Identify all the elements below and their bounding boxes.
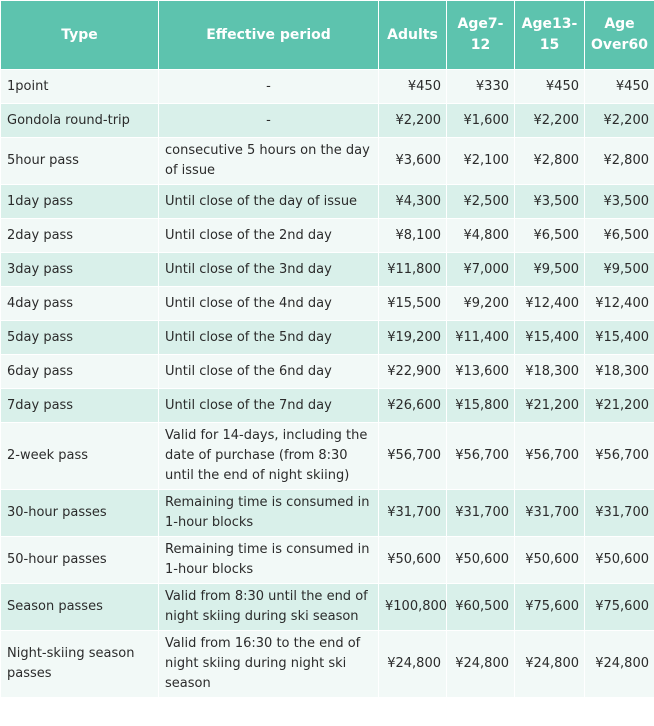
cell-age13-15: ¥2,800 [515, 138, 585, 185]
table-row [1, 138, 654, 185]
header-age7-12: Age7-12 [447, 1, 515, 70]
cell-period: Until close of the 2nd day [159, 219, 379, 253]
cell-adults: ¥56,700 [379, 423, 447, 490]
table-row [1, 584, 654, 631]
cell-age13-15: ¥9,500 [515, 253, 585, 287]
cell-age13-15: ¥450 [515, 70, 585, 104]
cell-age7-12: ¥1,600 [447, 104, 515, 138]
cell-period: Until close of the 6nd day [159, 355, 379, 389]
cell-type: 2-week pass [1, 423, 159, 490]
cell-period: Until close of the day of issue [159, 185, 379, 219]
header-row [1, 1, 654, 70]
cell-period: Valid from 16:30 to the end of night skiing during night ski season [159, 631, 379, 698]
cell-age13-15: ¥24,800 [515, 631, 585, 698]
cell-age13-15: ¥75,600 [515, 584, 585, 631]
cell-type: 7day pass [1, 389, 159, 423]
cell-type: Night-skiing season passes [1, 631, 159, 698]
cell-adults: ¥31,700 [379, 490, 447, 537]
table-row [1, 537, 654, 584]
cell-adults: ¥100,800 [379, 584, 447, 631]
cell-type: 5day pass [1, 321, 159, 355]
table-row [1, 355, 654, 389]
cell-period: Until close of the 3nd day [159, 253, 379, 287]
table-row [1, 389, 654, 423]
cell-age7-12: ¥60,500 [447, 584, 515, 631]
cell-type: 2day pass [1, 219, 159, 253]
table-row [1, 490, 654, 537]
cell-age13-15: ¥15,400 [515, 321, 585, 355]
cell-period: Valid for 14-days, including the date of purchase (from 8:30 until the end of night skiing) [159, 423, 379, 490]
cell-age-over60: ¥15,400 [585, 321, 654, 355]
table-row [1, 321, 654, 355]
cell-age7-12: ¥31,700 [447, 490, 515, 537]
cell-period: consecutive 5 hours on the day of issue [159, 138, 379, 185]
table-row [1, 253, 654, 287]
cell-age7-12: ¥4,800 [447, 219, 515, 253]
cell-age-over60: ¥9,500 [585, 253, 654, 287]
cell-age7-12: ¥330 [447, 70, 515, 104]
cell-type: 1point [1, 70, 159, 104]
cell-type: Gondola round-trip [1, 104, 159, 138]
cell-age7-12: ¥50,600 [447, 537, 515, 584]
cell-age13-15: ¥6,500 [515, 219, 585, 253]
cell-age-over60: ¥6,500 [585, 219, 654, 253]
cell-age-over60: ¥24,800 [585, 631, 654, 698]
cell-adults: ¥19,200 [379, 321, 447, 355]
cell-adults: ¥50,600 [379, 537, 447, 584]
cell-period: Until close of the 7nd day [159, 389, 379, 423]
cell-age7-12: ¥2,100 [447, 138, 515, 185]
cell-age13-15: ¥3,500 [515, 185, 585, 219]
cell-age13-15: ¥12,400 [515, 287, 585, 321]
cell-period: Remaining time is consumed in 1-hour blocks [159, 490, 379, 537]
cell-age-over60: ¥75,600 [585, 584, 654, 631]
cell-age-over60: ¥2,200 [585, 104, 654, 138]
cell-age7-12: ¥7,000 [447, 253, 515, 287]
cell-age-over60: ¥18,300 [585, 355, 654, 389]
cell-age13-15: ¥21,200 [515, 389, 585, 423]
cell-adults: ¥3,600 [379, 138, 447, 185]
cell-age13-15: ¥50,600 [515, 537, 585, 584]
cell-age-over60: ¥2,800 [585, 138, 654, 185]
cell-age13-15: ¥18,300 [515, 355, 585, 389]
header-type: Type [1, 1, 159, 70]
table-row [1, 287, 654, 321]
cell-period: Remaining time is consumed in 1-hour blocks [159, 537, 379, 584]
cell-type: 3day pass [1, 253, 159, 287]
cell-age13-15: ¥31,700 [515, 490, 585, 537]
cell-period: Until close of the 4nd day [159, 287, 379, 321]
cell-period: - [159, 104, 379, 138]
cell-age7-12: ¥15,800 [447, 389, 515, 423]
cell-type: 5hour pass [1, 138, 159, 185]
cell-age-over60: ¥31,700 [585, 490, 654, 537]
cell-adults: ¥8,100 [379, 219, 447, 253]
table-row [1, 631, 654, 698]
cell-age-over60: ¥450 [585, 70, 654, 104]
cell-period: - [159, 70, 379, 104]
cell-age-over60: ¥12,400 [585, 287, 654, 321]
table-row [1, 185, 654, 219]
header-age13-15: Age13-15 [515, 1, 585, 70]
table-row [1, 423, 654, 490]
table-row [1, 70, 654, 104]
header-effective-period: Effective period [159, 1, 379, 70]
cell-adults: ¥11,800 [379, 253, 447, 287]
cell-period: Valid from 8:30 until the end of night skiing during ski season [159, 584, 379, 631]
table-row [1, 219, 654, 253]
cell-adults: ¥24,800 [379, 631, 447, 698]
cell-age-over60: ¥50,600 [585, 537, 654, 584]
cell-adults: ¥450 [379, 70, 447, 104]
cell-type: Season passes [1, 584, 159, 631]
cell-age7-12: ¥9,200 [447, 287, 515, 321]
cell-adults: ¥22,900 [379, 355, 447, 389]
cell-type: 1day pass [1, 185, 159, 219]
cell-adults: ¥15,500 [379, 287, 447, 321]
cell-age13-15: ¥56,700 [515, 423, 585, 490]
cell-age-over60: ¥3,500 [585, 185, 654, 219]
cell-type: 4day pass [1, 287, 159, 321]
cell-period: Until close of the 5nd day [159, 321, 379, 355]
cell-age7-12: ¥2,500 [447, 185, 515, 219]
cell-adults: ¥2,200 [379, 104, 447, 138]
header-adults: Adults [379, 1, 447, 70]
cell-adults: ¥4,300 [379, 185, 447, 219]
cell-type: 30-hour passes [1, 490, 159, 537]
cell-age7-12: ¥56,700 [447, 423, 515, 490]
cell-age7-12: ¥13,600 [447, 355, 515, 389]
cell-type: 6day pass [1, 355, 159, 389]
header-age-over60: Age Over60 [585, 1, 654, 70]
cell-type: 50-hour passes [1, 537, 159, 584]
cell-age7-12: ¥24,800 [447, 631, 515, 698]
cell-age13-15: ¥2,200 [515, 104, 585, 138]
cell-adults: ¥26,600 [379, 389, 447, 423]
cell-age-over60: ¥56,700 [585, 423, 654, 490]
table-row [1, 104, 654, 138]
cell-age-over60: ¥21,200 [585, 389, 654, 423]
cell-age7-12: ¥11,400 [447, 321, 515, 355]
